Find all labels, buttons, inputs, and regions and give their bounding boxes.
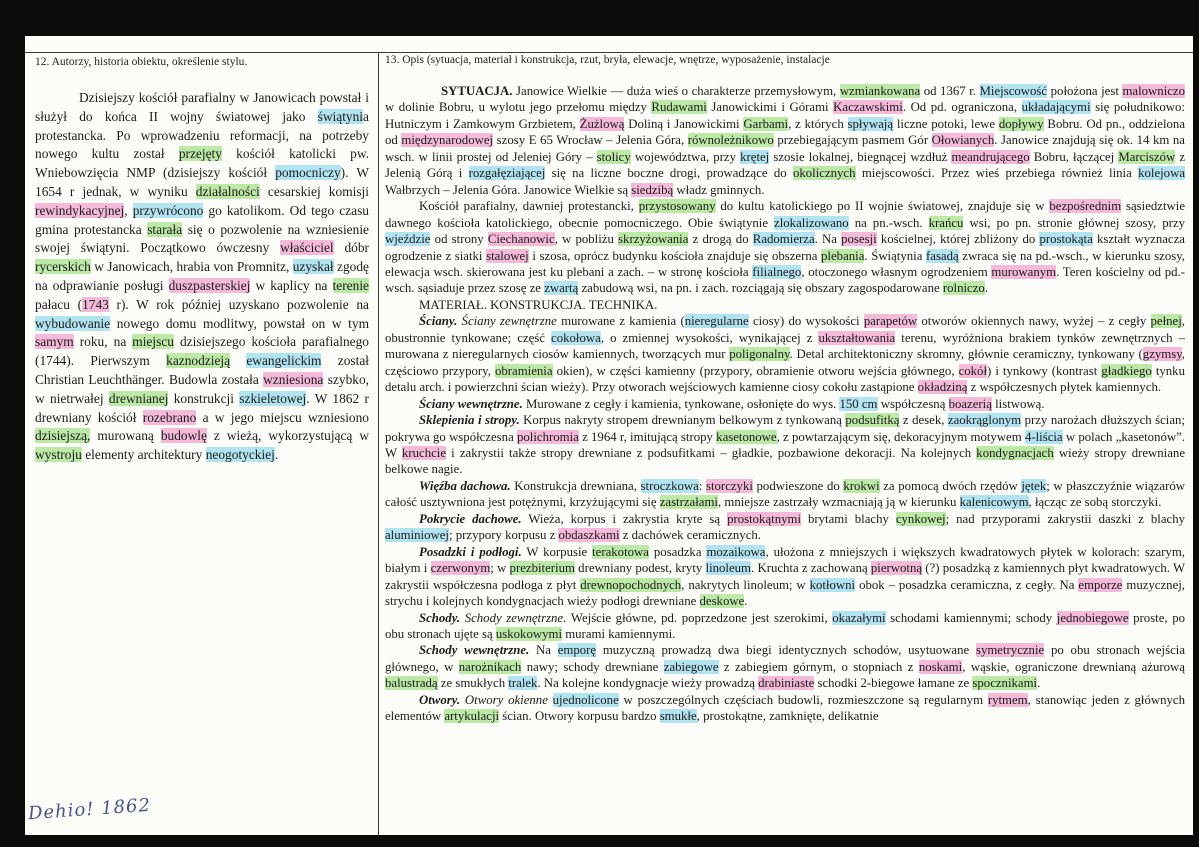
ocr-highlight: wzniesiona <box>263 371 324 387</box>
ocr-highlight: 150 cm <box>839 396 878 411</box>
ocr-highlight: mozaikowa <box>706 544 766 559</box>
ocr-highlight: polichromia <box>517 429 579 444</box>
ocr-highlight: dopływy <box>998 116 1044 131</box>
ocr-highlight: emporę <box>557 643 597 658</box>
column-divider <box>378 52 379 835</box>
ocr-highlight: rolniczo <box>942 281 985 296</box>
ocr-highlight: linoleum <box>705 561 752 576</box>
ocr-highlight: storczyki <box>706 478 753 493</box>
ocr-highlight: 4-liścia <box>1024 429 1063 444</box>
ocr-highlight: układającymi <box>1021 100 1091 115</box>
scan-border-bottom <box>0 835 1199 847</box>
left-column-text <box>35 89 369 465</box>
ocr-highlight: duszpasterskiej <box>168 277 251 293</box>
field-13-description <box>385 54 1185 725</box>
ocr-highlight: stalowej <box>486 248 529 263</box>
paragraph: Sklepienia i stropy. Korpus nakryty stropem drewnianym belkowym z tynkowaną podsufitką z desek, zaokrąglonym przy narożach dłuższych ścian; pokrywa go współczesna polichromia z 1964 r, imitującą stropy kasetonowe, z powtarzającym się, dekoracyjnym motywem 4-liścia w polach „kasetonów”. W kruchcie i zakrystii także stropy drewniane z podsufitkami – gładkie, pozbawione dekoracji. Na kolejnych kondygnacjach wieży stropy drewniane belkowe nagie. <box>385 413 1186 477</box>
ocr-highlight: kondygnacjach <box>976 445 1054 460</box>
ocr-highlight: budowlę <box>160 428 207 444</box>
ocr-highlight: okazałymi <box>832 610 886 625</box>
form-top-rule <box>25 52 1193 53</box>
ocr-highlight: balustradą <box>385 676 438 691</box>
ocr-highlight: deskowe <box>699 594 745 609</box>
ocr-highlight: stolicy <box>596 149 631 164</box>
scan-border-top <box>0 0 1199 36</box>
ocr-highlight: kotłowni <box>809 577 856 592</box>
ocr-highlight: spływają <box>847 116 894 131</box>
ocr-highlight: 1743 <box>82 296 109 312</box>
ocr-highlight: ukształtowania <box>818 330 896 345</box>
field-12-authors-history <box>35 56 369 465</box>
ocr-highlight: ewangelickim <box>246 353 322 369</box>
ocr-highlight: wystroju <box>35 447 82 463</box>
paragraph: SYTUACJA. Janowice Wielkie — duża wieś o charakterze przemysłowym, wzmiankowana od 1367 r. Miejscowość położona jest malowniczo w dolinie Bobru, u wylotu jego przełomu między Rudawami Janowickimi i Górami Kaczawskimi. Od pd. ograniczona, układającymi się południkowo: Hutniczym i Zamkowym Grzbietem, Żużlową Doliną i Janowickimi Garbami, z których spływają liczne potoki, lewe dopływy Bobru. Od pn., oddzielona od międzynarodowej szosy E 65 Wrocław – Jelenia Góra, równoleżnikowo przebiegającym pasmem Gór Ołowianych. Janowice znajdują się ok. 14 km na wsch. w linii prostej od Jeleniej Góry – stolicy województwa, przy krętej szosie lokalnej, biegnącej wzdłuż meandrującego Bobru, łączącej Marciszów z Jelenią Górą i rozgałęziającej się na liczne boczne drogi, prowadzące do okolicznych miejscowości. Przez wieś przebiega również linia kolejowa Wałbrzych – Jelenia Góra. Janowice Wielkie są siedzibą władz gminnych. <box>385 84 1186 197</box>
ocr-highlight: nieregularne <box>684 314 749 329</box>
paragraph: Otwory. Otwory okienne ujednolicone w poszczególnych częściach budowli, rozmieszczone są regularnym rytmem, stanowiąc jeden z głównych elementów artykulacji ścian. Otwory korpusu bardzo smukłe, prostokątne, zamknięte, delikatnie <box>385 692 1185 724</box>
ocr-highlight: Garbami <box>743 116 789 131</box>
paragraph: MATERIAŁ. KONSTRUKCJA. TECHNIKA. <box>419 297 658 312</box>
ocr-highlight: pomocniczy <box>275 165 341 181</box>
ocr-highlight: okolicznych <box>792 166 856 181</box>
ocr-highlight: prostokątnymi <box>727 511 801 526</box>
ocr-highlight: emporze <box>1078 577 1123 592</box>
ocr-highlight: krańcu <box>928 215 964 230</box>
ocr-highlight: gładkiego <box>1101 363 1152 378</box>
ocr-highlight: pierwotną <box>870 561 923 576</box>
ocr-highlight: meandrującego <box>951 149 1030 164</box>
paragraph: Ściany wewnętrzne. Murowane z cegły i kamienia, tynkowane, osłonięte do wys. 150 cm współczesną boazerią listwową. <box>419 396 1045 411</box>
ocr-highlight: fasadą <box>926 248 959 263</box>
ocr-highlight: symetrycznie <box>975 643 1045 658</box>
ocr-highlight: kalenicowym <box>959 495 1029 510</box>
field-12-header: 12. Autorzy, historia obiektu, określenie stylu. <box>35 56 248 68</box>
paragraph: Posadzki i podłogi. W korpusie terakotowa posadzka mozaikowa, ułożona z mniejszych i większych kwadratowych płytek w kolorach: szarym, białym i czerwonym; w prezbiterium drewniany podest, kryty linoleum. Kruchta z zachowaną pierwotną (?) posadzką z kamiennych płyt kwadratowych. W zakrystii współczesna podłoga z płyt drewnopochodnych, nakrytych linoleum; w kotłowni obok – posadzka ceramiczna, z cegły. Na emporze muzycznej, strychu i kolejnych kondygnacjach wieży podłogi drewniane deskowe. <box>385 544 1186 609</box>
ocr-highlight: zlokalizowano <box>774 215 849 230</box>
ocr-highlight: Kaczawskimi <box>833 100 903 115</box>
ocr-highlight: cokołowa <box>551 330 601 345</box>
ocr-highlight: zabiegowe <box>663 659 719 674</box>
ocr-highlight: międzynarodowej <box>401 133 494 148</box>
ocr-highlight: spocznikami <box>972 676 1038 691</box>
ocr-highlight: rozebrano <box>142 409 197 425</box>
scan-border-left <box>0 0 25 847</box>
ocr-highlight: malowniczo <box>1122 84 1186 98</box>
ocr-highlight: samym <box>35 334 74 350</box>
ocr-highlight: czerwonym <box>430 561 491 576</box>
ocr-highlight: jednobiegowe <box>1056 610 1129 625</box>
ocr-highlight: filialnego <box>752 264 802 279</box>
ocr-highlight: prezbiterium <box>509 561 575 576</box>
handwritten-annotation: Dehio! 1862 <box>27 794 152 825</box>
ocr-highlight: obdaszkami <box>558 528 620 543</box>
ocr-highlight: prostokąta <box>1039 232 1093 247</box>
document-page <box>25 36 1193 835</box>
ocr-highlight: uzyskał <box>292 259 334 275</box>
ocr-highlight: kaznodzieją <box>166 353 231 369</box>
ocr-highlight: rewindykacyjnej <box>35 202 125 218</box>
ocr-highlight: uskokowymi <box>495 626 562 641</box>
ocr-highlight: neogotyckiej <box>205 447 275 463</box>
ocr-highlight: świątyni <box>317 108 364 124</box>
ocr-highlight: tralek <box>508 676 538 691</box>
ocr-highlight: okładziną <box>917 380 968 395</box>
ocr-highlight: podsufitką <box>845 413 900 428</box>
ocr-highlight: zastrzałami <box>659 495 718 510</box>
field-13-header: 13. Opis (sytuacja, materiał i konstrukcja, rzut, bryła, elewacje, wnętrze, wyposażenie, instalacje <box>385 54 830 66</box>
ocr-highlight: rycerskich <box>35 259 91 275</box>
ocr-highlight: parapetów <box>863 314 918 329</box>
ocr-highlight: smukłe <box>659 709 697 724</box>
ocr-highlight: wjeździe <box>385 232 431 247</box>
ocr-highlight: noskami <box>918 659 963 674</box>
ocr-highlight: pełnej <box>1150 314 1182 329</box>
ocr-highlight: plebania <box>821 248 865 263</box>
ocr-highlight: terakotowa <box>592 544 649 559</box>
ocr-highlight: starała <box>147 221 183 237</box>
paragraph: Dzisiejszy kościół parafialny w Janowicach powstał i służył do końca II wojny światowej jako świątynia protestancka. Po wprowadzeniu reformacji, na potrzeby nowego kultu został przejęty kościół katolicki pw. Wniebowzięcia NMP (dzisiejszy kościół pomocniczy). W 1654 r jednak, w wyniku działalności cesarskiej komisji rewindykacyjnej, przywrócono go katolikom. Od tego czasu gmina protestancka starała się o pozwolenie na wzniesienie swojej świątyni. Początkowo ówczesny właściciel dóbr rycerskich w Janowicach, hrabia von Promnitz, uzyskał zgodę na odprawianie posługi duszpasterskiej w kaplicy na terenie pałacu (1743 r). W rok później uzyskano pozwolenie na wybudowanie nowego domu modlitwy, powstał on w tym samym roku, na miejscu dzisiejszego kościoła parafialnego (1744). Pierwszym kaznodzieją ewangelickim został Christian Leuchthänger. Budowla została wzniesiona szybko, w nietrwałej drewnianej konstrukcji szkieletowej. W 1862 r drewniany kościół rozebrano a w jego miejscu wzniesiono dzisiejszą, murowaną budowlę z wieżą, wykorzystującą w wystroju elementy architektury neogotyckiej. <box>35 90 370 463</box>
ocr-highlight: krętej <box>740 149 770 164</box>
ocr-highlight: skrzyżowania <box>618 232 689 247</box>
ocr-highlight: kolejowa <box>1138 166 1186 181</box>
ocr-highlight: cynkowej <box>895 511 946 526</box>
ocr-highlight: Ołowianych <box>931 133 995 148</box>
ocr-highlight: murowanym <box>991 264 1057 279</box>
ocr-highlight: miejscu <box>132 334 174 350</box>
ocr-highlight: Żużlową <box>579 116 625 131</box>
ocr-highlight: Radomierza <box>752 232 815 247</box>
ocr-highlight: drewnianej <box>108 390 169 406</box>
ocr-highlight: kruchcie <box>401 445 447 460</box>
ocr-highlight: równoleżnikowo <box>687 133 774 148</box>
ocr-highlight: terenie <box>332 277 370 293</box>
ocr-highlight: jętek <box>1021 478 1047 493</box>
ocr-highlight: kasetonowe <box>716 429 777 444</box>
paragraph: Więźba dachowa. Konstrukcja drewniana, stroczkowa: storczyki podwieszone do krokwi za pomocą dwóch rzędów jętek; w płaszczyźnie wiązarów całość usztywniona jest potężnymi, krzyżującymi się zastrzałami, mniejsze zastrzały wzmacniają ją w kierunku kalenicowym, łącząc ze sobą storczyki. <box>385 478 1185 510</box>
ocr-highlight: aluminiowej <box>385 528 449 543</box>
ocr-highlight: właściciel <box>280 240 334 256</box>
ocr-highlight: drabiniaste <box>758 676 815 691</box>
paragraph: Schody. Schody zewnętrzne. Wejście główne, pd. poprzedzone jest szerokimi, okazałymi schodami kamiennymi; schody jednobiegowe proste, po obu stronach ujęte są uskokowymi murami kamiennymi. <box>385 610 1186 641</box>
paragraph: Kościół parafialny, dawniej protestancki, przystosowany do kultu katolickiego po II wojnie światowej, znajduje się w bezpośrednim sąsiedztwie dawnego kościoła katolickiego, obecnie pomocniczego. Obie świątynie zlokalizowano na pn.-wsch. krańcu wsi, po pn. stronie głównej szosy, przy wjeździe od strony Ciechanowic, w pobliżu skrzyżowania z drogą do Radomierza. Na posesji kościelnej, której zbliżony do prostokąta kształt wyznacza ogrodzenie z siatki stalowej i szosa, oprócz budynku kościoła znajduje się obszerna plebania. Świątynia fasadą zwraca się na pd.-wsch., w kierunku szosy, elewacja wsch. skierowana jest ku plebani a zach. – w stronę kościoła filialnego, otoczonego własnym ogrodzeniem murowanym. Teren kościelny od pd.-wsch. sąsiaduje przez szosę ze zwartą zabudową wsi, na pn. i zach. rozciągają się obszary zagospodarowane rolniczo. <box>385 199 1186 296</box>
ocr-highlight: obramienia <box>494 363 553 378</box>
ocr-highlight: działalności <box>195 183 260 199</box>
ocr-highlight: artykulacji <box>444 709 500 724</box>
ocr-highlight: przywrócono <box>132 202 204 218</box>
ocr-highlight: Miejscowość <box>979 84 1048 98</box>
ocr-highlight: Rudawami <box>651 100 707 115</box>
ocr-highlight: wybudowanie <box>35 315 111 331</box>
ocr-highlight: poligonalny <box>729 347 790 362</box>
ocr-highlight: gzymsy <box>1142 347 1182 362</box>
ocr-highlight: zwartą <box>544 281 579 296</box>
ocr-highlight: narożnikach <box>458 659 522 674</box>
ocr-highlight: Ciechanowic <box>487 232 555 247</box>
ocr-highlight: ujednolicone <box>552 692 619 707</box>
ocr-highlight: zaokrąglonym <box>947 413 1022 428</box>
ocr-highlight: stroczkowa <box>640 478 699 493</box>
ocr-highlight: szkieletowej <box>239 390 307 406</box>
ocr-highlight: dzisiejszą, <box>35 428 91 444</box>
ocr-highlight: przystosowany <box>638 199 716 214</box>
ocr-highlight: siedzibą <box>631 182 674 197</box>
ocr-highlight: przejęty <box>178 146 222 162</box>
ocr-highlight: boazerią <box>948 396 992 411</box>
ocr-highlight: rytmem <box>987 692 1028 707</box>
paragraph: Ściany. Ściany zewnętrzne murowane z kamienia (nieregularne ciosy) do wysokości parapetów otworów okiennych nawy, wyżej – z cegły pełnej, obustronnie tynkowane; część cokołowa, o zmiennej wysokości, wynikającej z ukształtowania terenu, wyróżniona brakiem tynków zewnętrznych – murowana z nieregularnych ciosów kamiennych, tworzących mur poligonalny. Detal architektoniczny skromny, głównie ceramiczny, tynkowany (gzymsy, częściowo przypory, obramienia okien), w części kamienny (przypory, obramienie otworu wejścia głównego, cokół) i tynkowy (kontrast gładkiego tynku detalu arch. i powierzchni ścian wieży). Przy otworach wejściowych kamienne ciosy cokołu zastąpione okładziną z współczesnych płytek kamiennych. <box>385 314 1185 395</box>
ocr-highlight: Marciszów <box>1118 149 1176 164</box>
ocr-highlight: wzmiankowana <box>839 84 921 98</box>
ocr-highlight: rozgałęziającej <box>468 166 546 181</box>
paragraph: Pokrycie dachowe. Wieża, korpus i zakrystia kryte są prostokątnymi brytami blachy cynkowej; nad przyporami zakrystii daszki z blachy aluminiowej; przypory korpusu z obdaszkami z dachówek ceramicznych. <box>385 511 1186 543</box>
ocr-highlight: posesji <box>841 232 877 247</box>
right-column-text <box>385 83 1185 725</box>
ocr-highlight: krokwi <box>843 478 880 493</box>
ocr-highlight: cokół <box>958 363 988 378</box>
paragraph: Schody wewnętrzne. Na emporę muzyczną prowadzą dwa biegi identycznych schodów, usytuowane symetrycznie po obu stronach wejścia głównego, w narożnikach nawy; schody drewniane zabiegowe z zabiegiem górnym, o stopniach z noskami, wąskie, ograniczone drewnianą ażurową balustradą ze smukłych tralek. Na kolejne kondygnacje wieży prowadzą drabiniaste schodki 2-biegowe łamane ze spocznikami. <box>385 643 1185 691</box>
ocr-highlight: bezpośrednim <box>1049 199 1122 214</box>
scan-border-right <box>1193 0 1199 847</box>
ocr-highlight: drewnopochodnych <box>580 577 682 592</box>
